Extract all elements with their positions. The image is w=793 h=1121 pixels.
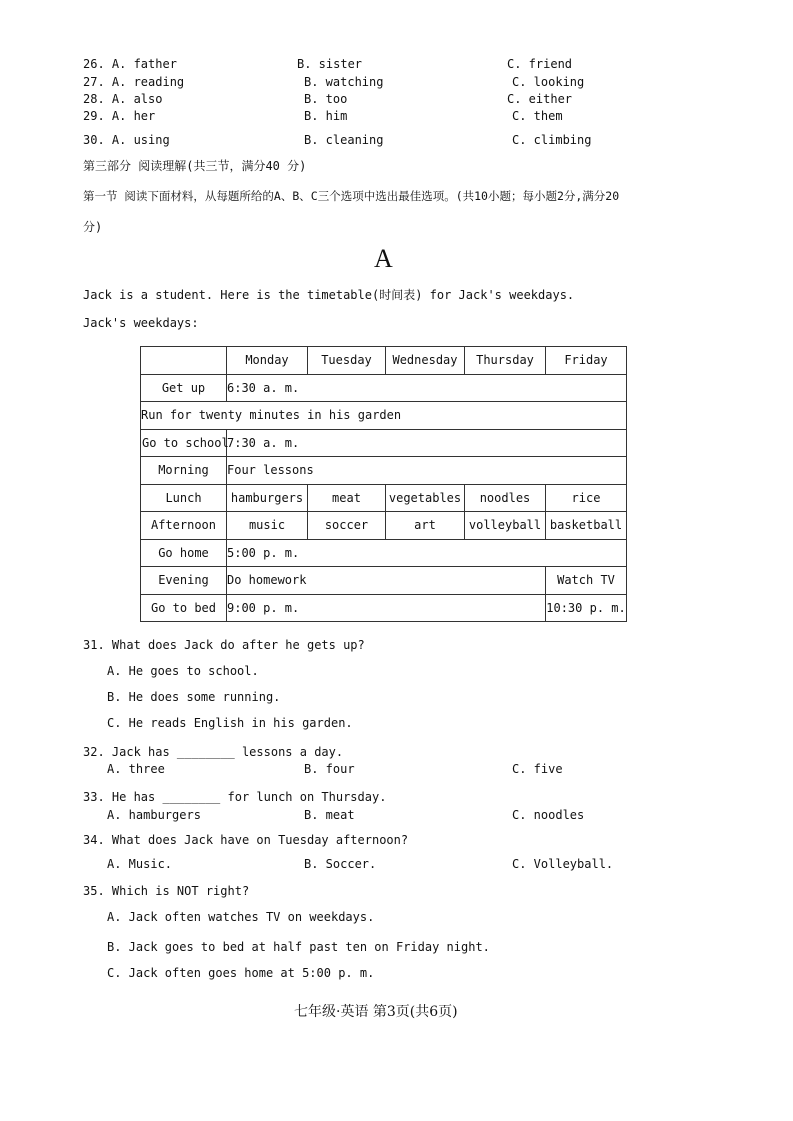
option-26-c: C. friend xyxy=(507,57,573,71)
option-28-b: B. too xyxy=(304,92,348,106)
question-33-option-a: A. hamburgers xyxy=(107,808,201,822)
question-34-option-c: C. Volleyball. xyxy=(512,857,614,871)
passage-letter: A xyxy=(374,244,393,273)
question-35-option-b: B. Jack goes to bed at half past ten on Friday night. xyxy=(107,940,490,954)
run-activity: Run for twenty minutes in his garden xyxy=(141,402,627,430)
timetable xyxy=(140,346,627,622)
question-35-option-c: C. Jack often goes home at 5:00 p. m. xyxy=(107,966,375,980)
question-35-option-a: A. Jack often watches TV on weekdays. xyxy=(107,910,375,924)
table-row xyxy=(141,594,627,622)
table-row xyxy=(141,402,627,430)
morning-value: Four lessons xyxy=(227,457,627,485)
afternoon-cell: music xyxy=(227,512,308,540)
question-31-option-b: B. He does some running. xyxy=(107,690,281,704)
go-to-school-time: 7:30 a. m. xyxy=(227,429,627,457)
table-row xyxy=(141,512,627,540)
table-subtitle: Jack's weekdays: xyxy=(83,316,199,330)
day-header: Tuesday xyxy=(308,347,386,375)
lunch-cell: rice xyxy=(546,484,627,512)
question-35-stem: 35. Which is NOT right? xyxy=(83,884,250,898)
table-header-row xyxy=(141,347,627,375)
part3-heading: 第三部分 阅读理解(共三节，满分40 分) xyxy=(83,159,307,173)
evening-friday: Watch TV xyxy=(546,567,627,595)
question-33-option-c: C. noodles xyxy=(512,808,585,822)
question-34-stem: 34. What does Jack have on Tuesday afternoon? xyxy=(83,833,409,847)
lunch-cell: noodles xyxy=(465,484,546,512)
table-row xyxy=(141,429,627,457)
get-up-time: 6:30 a. m. xyxy=(227,374,627,402)
lunch-cell: vegetables xyxy=(386,484,465,512)
evening-value: Do homework xyxy=(227,567,546,595)
afternoon-cell: basketball xyxy=(546,512,627,540)
question-31-option-c: C. He reads English in his garden. xyxy=(107,716,353,730)
option-27-b: B. watching xyxy=(304,75,384,89)
question-32-option-b: B. four xyxy=(304,762,355,776)
afternoon-cell: volleyball xyxy=(465,512,546,540)
row-label: Go to bed xyxy=(141,594,227,622)
day-header: Wednesday xyxy=(386,347,465,375)
option-27-a: 27. A. reading xyxy=(83,75,185,89)
table-row xyxy=(141,539,627,567)
day-header: Thursday xyxy=(465,347,546,375)
option-28-a: 28. A. also xyxy=(83,92,163,106)
row-label: Afternoon xyxy=(141,512,227,540)
option-30-b: B. cleaning xyxy=(304,133,384,147)
question-32-option-c: C. five xyxy=(512,762,563,776)
question-31-option-a: A. He goes to school. xyxy=(107,664,259,678)
row-label: Lunch xyxy=(141,484,227,512)
row-label: Morning xyxy=(141,457,227,485)
row-label: Get up xyxy=(141,374,227,402)
table-corner-cell xyxy=(141,347,227,375)
day-header: Friday xyxy=(546,347,627,375)
question-33-option-b: B. meat xyxy=(304,808,355,822)
question-34-option-b: B. Soccer. xyxy=(304,857,377,871)
lunch-cell: meat xyxy=(308,484,386,512)
row-label: Go home xyxy=(141,539,227,567)
afternoon-cell: art xyxy=(386,512,465,540)
go-to-bed-time: 9:00 p. m. xyxy=(227,594,546,622)
go-to-bed-friday: 10:30 p. m. xyxy=(546,594,627,622)
option-28-c: C. either xyxy=(507,92,573,106)
option-27-c: C. looking xyxy=(512,75,585,89)
option-26-b: B. sister xyxy=(297,57,363,71)
option-29-c: C. them xyxy=(512,109,563,123)
afternoon-cell: soccer xyxy=(308,512,386,540)
option-29-a: 29. A. her xyxy=(83,109,156,123)
section1-instruction-line2: 分) xyxy=(83,220,103,234)
option-30-a: 30. A. using xyxy=(83,133,170,147)
question-31-stem: 31. What does Jack do after he gets up? xyxy=(83,638,365,652)
table-row xyxy=(141,457,627,485)
lunch-cell: hamburgers xyxy=(227,484,308,512)
option-29-b: B. him xyxy=(304,109,348,123)
row-label: Go to school xyxy=(141,429,227,457)
question-32-option-a: A. three xyxy=(107,762,165,776)
row-label: Evening xyxy=(141,567,227,595)
question-33-stem: 33. He has ________ for lunch on Thursday. xyxy=(83,790,387,804)
table-row xyxy=(141,374,627,402)
question-32-stem: 32. Jack has ________ lessons a day. xyxy=(83,745,344,759)
option-26-a: 26. A. father xyxy=(83,57,177,71)
question-34-option-a: A. Music. xyxy=(107,857,173,871)
table-row xyxy=(141,484,627,512)
table-row xyxy=(141,567,627,595)
go-home-time: 5:00 p. m. xyxy=(227,539,627,567)
page-footer: 七年级·英语 第3页(共6页) xyxy=(294,1004,458,1020)
intro-line: Jack is a student. Here is the timetable(时间表) for Jack's weekdays. xyxy=(83,288,575,302)
section1-instruction-line1: 第一节 阅读下面材料，从每题所给的A、B、C三个选项中选出最佳选项。(共10小题；每小题2分,满分20 xyxy=(83,189,620,203)
day-header: Monday xyxy=(227,347,308,375)
option-30-c: C. climbing xyxy=(512,133,592,147)
